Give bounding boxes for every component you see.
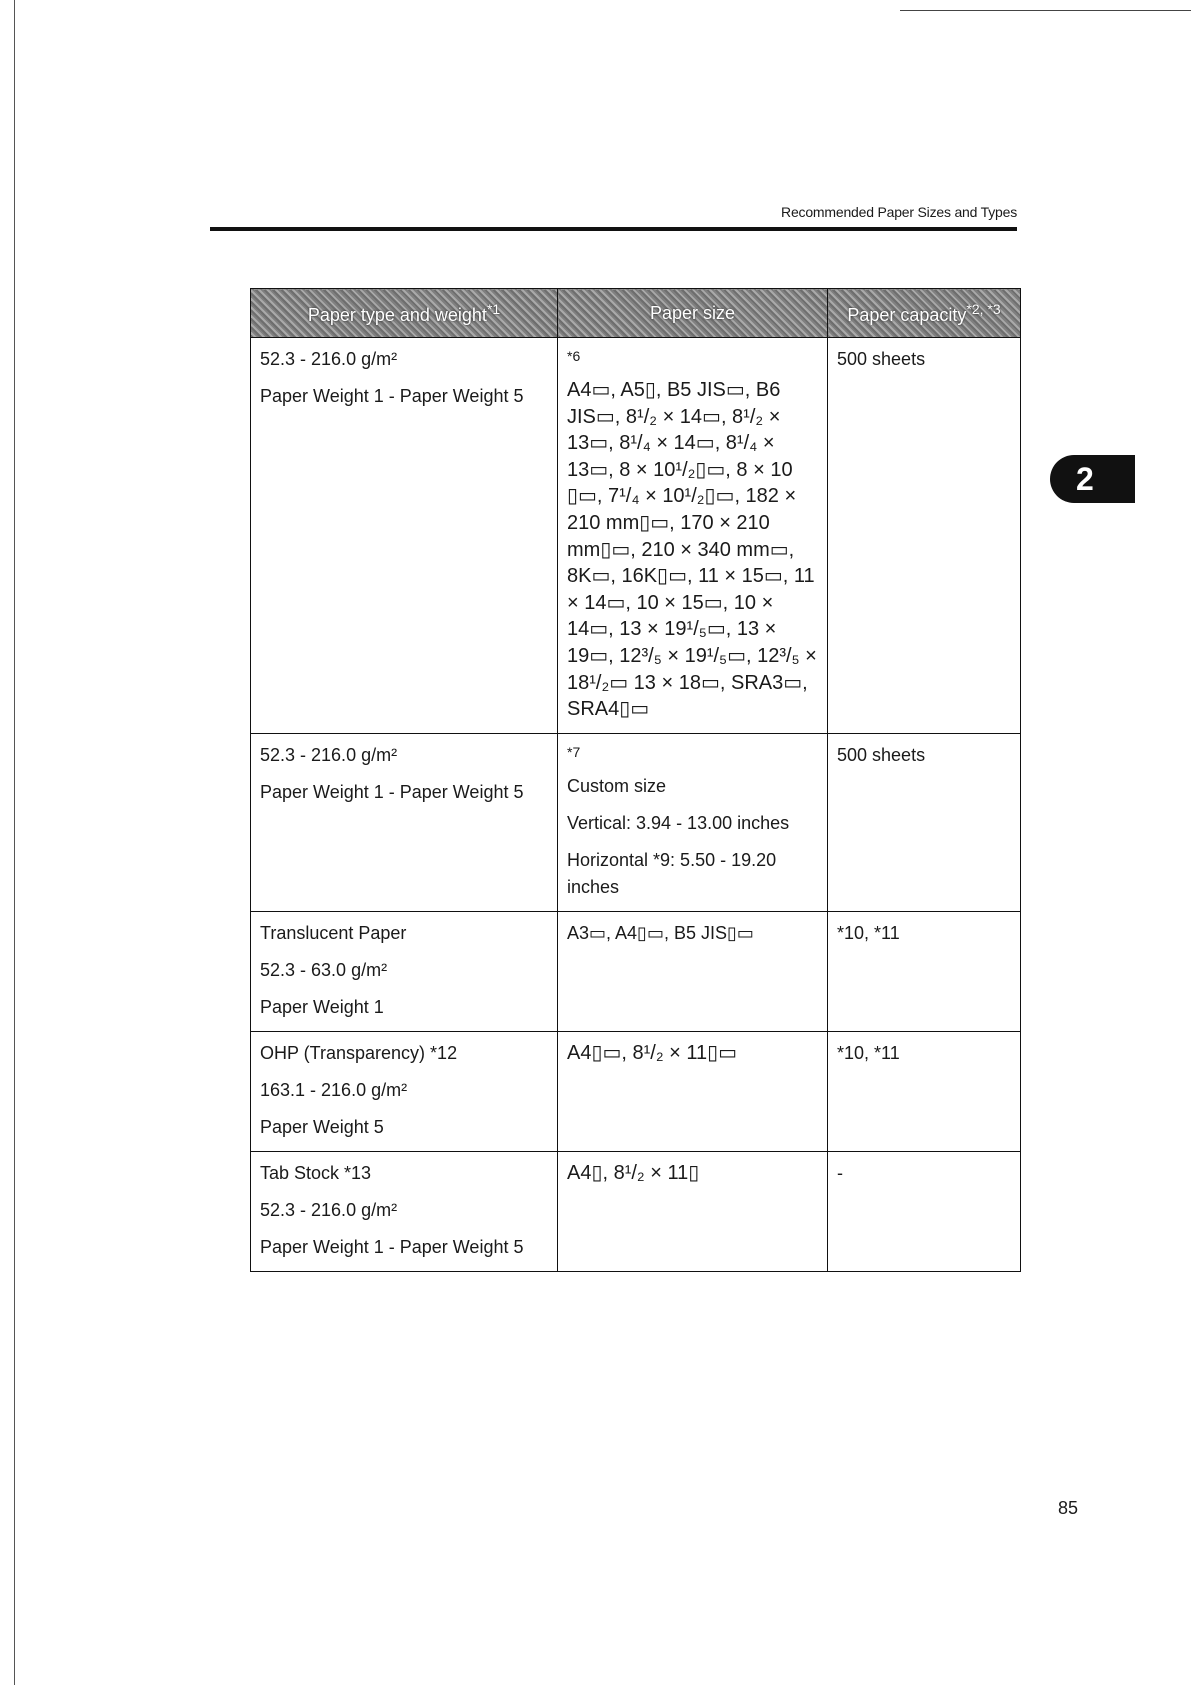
size-vertical-range: Vertical: 3.94 - 13.00 inches bbox=[567, 812, 790, 833]
paper-weight-class: Paper Weight 1 - Paper Weight 5 bbox=[260, 781, 524, 802]
page-number: 85 bbox=[1058, 1498, 1079, 1518]
paper-weight-range: 52.3 - 216.0 g/m² bbox=[260, 349, 398, 369]
size-custom-label: Custom size bbox=[567, 775, 667, 796]
paper-weight-class: Paper Weight 1 - Paper Weight 5 bbox=[260, 386, 524, 406]
size-list: A4▭, A5▯, B5 JIS▭, B6 JIS▭, 8¹/₂ × 14▭, 8¹/₂ × 13▭, 8¹/₄ × 14▭, 8¹/₄ × 13▭, 8 × 10¹/₂▯▭, 8 × 10 ▯▭, 7¹/₄ × 10¹/₂▯▭, 182 × 210 mm▯▭, 170 × 210 mm▯▭, 210 × 340 mm▭, 8K▭, 16K▯▭, 11 × 15▭, 11 × 14▭, 10 × 15▭, 10 × 14▭, 13 × 19¹/₅▭, 13 × 19▭, 12³/₅ × 19¹/₅▭, 12³/₅ × 18¹/₂▭ 13 × 18▭, SRA3▭, SRA4▯▭ bbox=[567, 379, 817, 721]
table-row bbox=[251, 733, 1021, 911]
paper-type-name: Tab Stock *13 bbox=[260, 1162, 372, 1183]
table-header-row bbox=[251, 289, 1021, 338]
paper-weight-class: Paper Weight 1 - Paper Weight 5 bbox=[260, 1236, 524, 1257]
capacity-cell: 500 sheets bbox=[828, 733, 1021, 911]
header-paper-capacity bbox=[828, 289, 1021, 338]
capacity-cell: *10, *11 bbox=[828, 911, 1021, 1031]
paper-type-name: OHP (Transparency) *12 bbox=[260, 1042, 458, 1063]
table-row bbox=[251, 1151, 1021, 1271]
capacity-cell: - bbox=[828, 1151, 1021, 1271]
size-list: A4▯, 8¹/₂ × 11▯ bbox=[567, 1161, 700, 1184]
paper-weight-range: 52.3 - 216.0 g/m² bbox=[260, 1199, 398, 1220]
header-label: Paper size bbox=[649, 302, 736, 323]
paper-type-cell bbox=[251, 911, 558, 1031]
size-horizontal-range: Horizontal *9: 5.50 - 19.20 inches bbox=[567, 849, 777, 897]
paper-type-cell bbox=[251, 338, 558, 734]
header-label: Paper type and weight bbox=[307, 304, 487, 325]
table-row bbox=[251, 911, 1021, 1031]
size-list: A4▯▭, 8¹/₂ × 11▯▭ bbox=[567, 1041, 738, 1064]
paper-weight-range: 52.3 - 216.0 g/m² bbox=[260, 744, 398, 765]
paper-type-name: Translucent Paper bbox=[260, 922, 407, 943]
capacity-cell: *10, *11 bbox=[828, 1031, 1021, 1151]
paper-spec-table bbox=[250, 288, 1021, 1272]
paper-weight-class: Paper Weight 1 bbox=[260, 996, 384, 1017]
paper-type-cell bbox=[251, 1151, 558, 1271]
footnote-ref: *2, *3 bbox=[966, 300, 1001, 317]
header-rule bbox=[210, 227, 1017, 231]
paper-size-cell bbox=[558, 1031, 828, 1151]
paper-size-cell bbox=[558, 733, 828, 911]
paper-type-cell bbox=[251, 733, 558, 911]
running-header: Recommended Paper Sizes and Types bbox=[781, 204, 1017, 220]
paper-type-cell bbox=[251, 1031, 558, 1151]
capacity-cell: 500 sheets bbox=[828, 338, 1021, 734]
table-row bbox=[251, 338, 1021, 734]
size-footnote: *7 bbox=[567, 743, 581, 760]
footnote-ref: *1 bbox=[486, 300, 501, 317]
header-paper-type bbox=[251, 289, 558, 338]
paper-weight-range: 52.3 - 63.0 g/m² bbox=[260, 959, 388, 980]
paper-weight-range: 163.1 - 216.0 g/m² bbox=[260, 1079, 408, 1100]
table-row bbox=[251, 1031, 1021, 1151]
paper-size-cell bbox=[558, 911, 828, 1031]
top-rule bbox=[900, 10, 1191, 11]
header-label: Paper capacity bbox=[847, 304, 967, 325]
page-margin-rule bbox=[14, 0, 15, 1685]
size-footnote: *6 bbox=[567, 348, 581, 364]
paper-weight-class: Paper Weight 5 bbox=[260, 1116, 384, 1137]
paper-size-cell bbox=[558, 1151, 828, 1271]
size-list: A3▭, A4▯▭, B5 JIS▯▭ bbox=[567, 922, 754, 943]
paper-size-cell bbox=[558, 338, 828, 734]
chapter-tab: 2 bbox=[1050, 455, 1135, 503]
header-paper-size bbox=[558, 289, 828, 338]
